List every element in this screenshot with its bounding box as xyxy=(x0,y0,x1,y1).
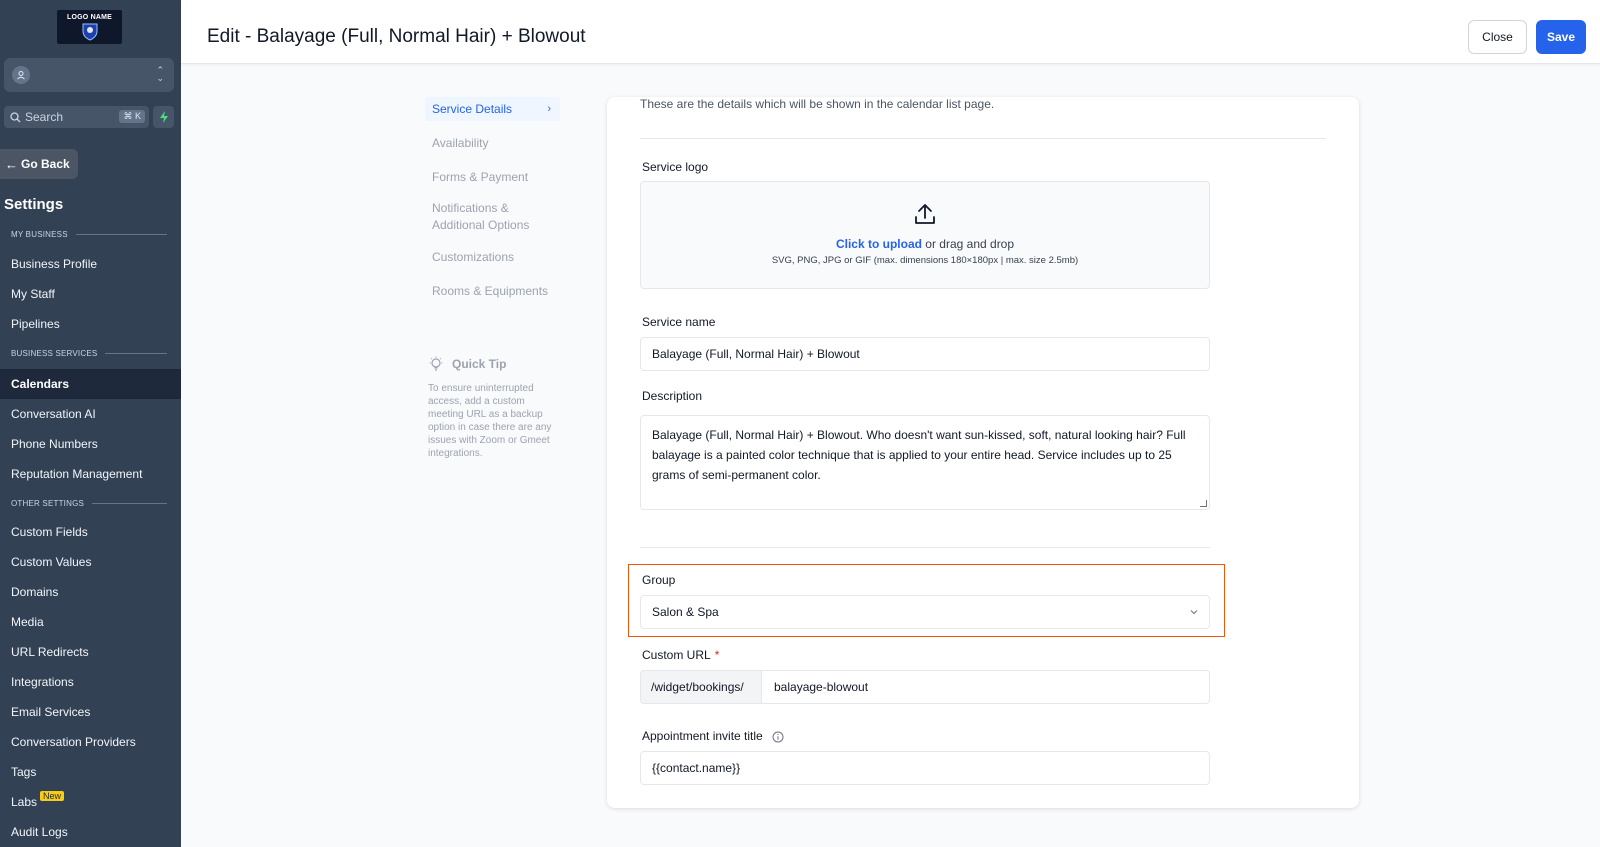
sidebar-item-pipelines[interactable]: Pipelines xyxy=(11,317,60,331)
sidebar-item-custom-values[interactable]: Custom Values xyxy=(11,555,92,569)
tab-customizations[interactable]: Customizations xyxy=(432,250,515,264)
quick-actions-button[interactable] xyxy=(153,106,174,128)
invite-title-input[interactable]: {{contact.name}} xyxy=(640,751,1210,785)
lightning-icon xyxy=(159,111,169,123)
section-label-my-business: MY BUSINESS xyxy=(11,230,167,239)
description-text: Balayage (Full, Normal Hair) + Blowout. Who doesn't want sun-kissed, soft, natural looking hair? Full balayage is a painted color technique that is applied to your entire head. Service includes up to 25 grams of semi-permanent color. xyxy=(652,428,1186,482)
custom-url-label: Custom URL * xyxy=(642,648,720,662)
search-icon xyxy=(10,112,21,123)
go-back-label: Go Back xyxy=(21,157,70,171)
logo-upload-dropzone[interactable] xyxy=(640,181,1210,289)
settings-title: Settings xyxy=(4,196,64,213)
divider xyxy=(640,547,1210,548)
lightbulb-icon xyxy=(428,356,444,372)
sidebar-item-my-staff[interactable]: My Staff xyxy=(11,287,55,301)
tab-notifications[interactable]: Notifications & Additional Options xyxy=(432,201,530,232)
close-button[interactable]: Close xyxy=(1468,20,1527,54)
account-switcher[interactable] xyxy=(4,58,174,92)
sidebar-item-email-services[interactable]: Email Services xyxy=(11,705,91,719)
service-logo-label: Service logo xyxy=(642,160,709,174)
company-logo[interactable] xyxy=(57,10,122,44)
sidebar xyxy=(0,0,181,847)
section-label-other-settings: OTHER SETTINGS xyxy=(11,499,167,508)
page-title: Edit - Balayage (Full, Normal Hair) + Blowout xyxy=(207,26,586,47)
tab-forms-payment[interactable]: Forms & Payment xyxy=(432,170,529,184)
group-select[interactable] xyxy=(640,595,1210,629)
sidebar-item-labs-label: Labs xyxy=(11,795,38,809)
click-to-upload-link[interactable]: Click to upload xyxy=(835,237,922,251)
chevron-updown-icon: ⌃ ⌄ xyxy=(156,65,164,83)
description-label: Description xyxy=(642,389,703,403)
sidebar-item-phone-numbers[interactable]: Phone Numbers xyxy=(11,437,98,451)
quick-tip xyxy=(428,356,558,460)
sidebar-item-domains[interactable]: Domains xyxy=(11,585,59,599)
upload-rest-text: or drag and drop xyxy=(921,237,1015,251)
search-placeholder: Search xyxy=(25,110,64,124)
go-back-button[interactable] xyxy=(0,149,78,179)
description-textarea[interactable] xyxy=(640,415,1210,510)
section-nav xyxy=(425,97,560,308)
tab-availability[interactable]: Availability xyxy=(432,136,489,150)
arrow-left-icon: ← xyxy=(5,156,18,172)
sidebar-item-reputation-management[interactable]: Reputation Management xyxy=(11,467,143,481)
chevron-right-icon: › xyxy=(547,103,551,115)
sidebar-item-media[interactable]: Media xyxy=(11,615,44,629)
search-input[interactable] xyxy=(4,106,149,128)
search-shortcut: ⌘ K xyxy=(119,110,145,123)
card-description: These are the details which will be shown in the calendar list page. xyxy=(640,97,995,111)
save-button[interactable]: Save xyxy=(1536,20,1586,54)
tab-rooms-equipments[interactable]: Rooms & Equipments xyxy=(432,284,549,298)
sidebar-item-conversation-ai[interactable]: Conversation AI xyxy=(11,407,96,421)
sidebar-item-integrations[interactable]: Integrations xyxy=(11,675,74,689)
sidebar-item-calendars[interactable]: Calendars xyxy=(0,369,181,399)
chevron-down-icon xyxy=(1189,607,1199,617)
quick-tip-text: To ensure uninterrupted access, add a custom meeting URL as a backup option in case there are any issues with Zoom or Gmeet integrations. xyxy=(428,383,552,459)
page-header xyxy=(181,0,1600,64)
upload-hint: SVG, PNG, JPG or GIF (max. dimensions 180×180px | max. size 2.5mb) xyxy=(771,255,1079,266)
sidebar-item-audit-logs[interactable]: Audit Logs xyxy=(11,825,68,839)
divider xyxy=(640,138,1326,139)
tab-service-details[interactable] xyxy=(425,97,560,121)
sidebar-item-business-profile[interactable]: Business Profile xyxy=(11,257,98,271)
logo-text: LOGO NAME xyxy=(67,13,112,21)
tab-service-details-label: Service Details xyxy=(432,102,513,116)
crest-icon xyxy=(80,21,100,41)
service-name-input[interactable]: Balayage (Full, Normal Hair) + Blowout xyxy=(640,337,1210,371)
upload-instructions xyxy=(641,237,1209,251)
section-label-business-services: BUSINESS SERVICES xyxy=(11,349,167,358)
new-badge: New xyxy=(40,791,64,801)
sidebar-item-labs[interactable] xyxy=(0,787,181,817)
sidebar-item-url-redirects[interactable]: URL Redirects xyxy=(11,645,89,659)
custom-url-input[interactable]: balayage-blowout xyxy=(762,670,1210,704)
required-asterisk: * xyxy=(714,648,720,662)
upload-icon xyxy=(913,202,937,226)
sidebar-item-tags[interactable]: Tags xyxy=(11,765,37,779)
invite-title-label: Appointment invite title xyxy=(642,729,784,743)
sidebar-item-custom-fields[interactable]: Custom Fields xyxy=(11,525,88,539)
group-selected-value: Salon & Spa xyxy=(652,605,719,619)
sidebar-item-conversation-providers[interactable]: Conversation Providers xyxy=(11,735,136,749)
group-label: Group xyxy=(642,573,676,587)
service-name-label: Service name xyxy=(642,315,716,329)
quick-tip-title: Quick Tip xyxy=(452,357,507,371)
resize-handle[interactable] xyxy=(1200,500,1207,507)
info-icon[interactable] xyxy=(772,731,784,743)
account-avatar-icon xyxy=(12,66,30,84)
quick-tip-header xyxy=(428,356,558,372)
custom-url-prefix: /widget/bookings/ xyxy=(640,670,762,704)
service-details-card xyxy=(607,97,1359,808)
